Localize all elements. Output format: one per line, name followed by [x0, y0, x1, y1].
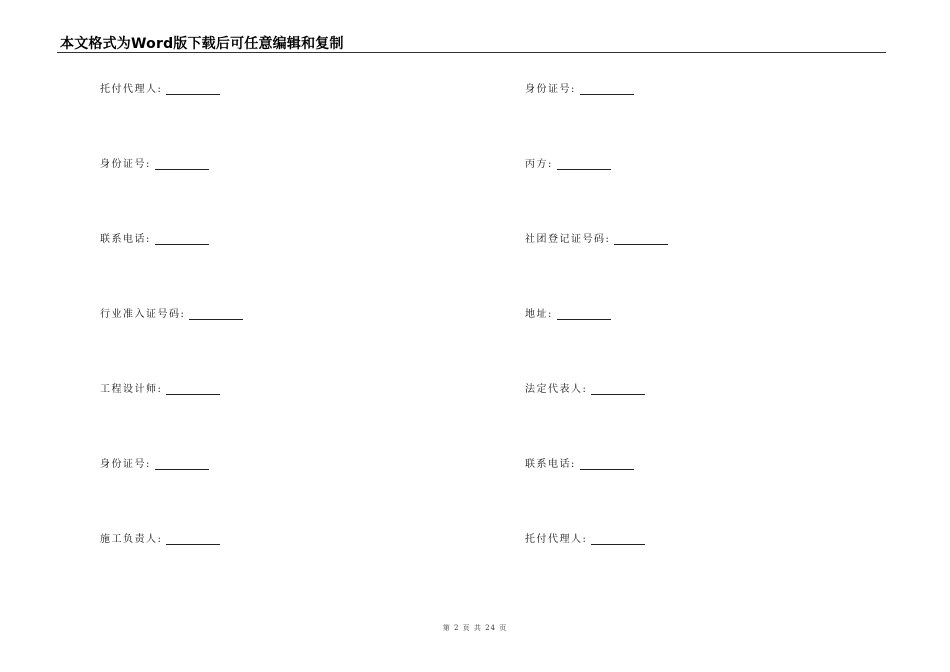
field-label: 身份证号:: [100, 159, 151, 170]
fill-in-blank[interactable]: [155, 159, 209, 170]
field-right-7: [525, 530, 645, 545]
fill-in-blank[interactable]: [166, 384, 220, 395]
fill-in-blank[interactable]: [557, 159, 611, 170]
field-label: 工程设计师:: [100, 384, 163, 395]
field-right-3: [525, 230, 668, 245]
field-left-6: [100, 455, 209, 470]
field-left-2: [100, 155, 209, 170]
fill-in-blank[interactable]: [189, 309, 243, 320]
field-label: 丙方:: [525, 159, 553, 170]
field-label: 法定代表人:: [525, 384, 588, 395]
field-label: 社团登记证号码:: [525, 234, 611, 245]
field-left-7: [100, 530, 220, 545]
fill-in-blank[interactable]: [166, 84, 220, 95]
fill-in-blank[interactable]: [591, 384, 645, 395]
field-right-1: [525, 80, 634, 95]
fill-in-blank[interactable]: [591, 534, 645, 545]
fill-in-blank[interactable]: [580, 84, 634, 95]
page-number: 第 2 页 共 24 页: [442, 624, 508, 632]
field-label: 联系电话:: [100, 234, 151, 245]
field-label: 行业准入证号码:: [100, 309, 186, 320]
fill-in-blank[interactable]: [557, 309, 611, 320]
page-header-title: 本文格式为Word版下载后可任意编辑和复制: [60, 36, 344, 52]
fill-in-blank[interactable]: [155, 234, 209, 245]
fill-in-blank[interactable]: [155, 459, 209, 470]
field-left-4: [100, 305, 243, 320]
field-right-4: [525, 305, 611, 320]
field-left-1: [100, 80, 220, 95]
field-label: 身份证号:: [100, 459, 151, 470]
field-label: 地址:: [525, 309, 553, 320]
field-left-5: [100, 380, 220, 395]
fill-in-blank[interactable]: [166, 534, 220, 545]
field-label: 联系电话:: [525, 459, 576, 470]
field-right-2: [525, 155, 611, 170]
field-label: 托付代理人:: [525, 534, 588, 545]
field-label: 施工负责人:: [100, 534, 163, 545]
field-label: 身份证号:: [525, 84, 576, 95]
field-label: 托付代理人:: [100, 84, 163, 95]
field-right-5: [525, 380, 645, 395]
field-left-3: [100, 230, 209, 245]
header-divider: [57, 52, 886, 53]
fill-in-blank[interactable]: [614, 234, 668, 245]
field-right-6: [525, 455, 634, 470]
fill-in-blank[interactable]: [580, 459, 634, 470]
